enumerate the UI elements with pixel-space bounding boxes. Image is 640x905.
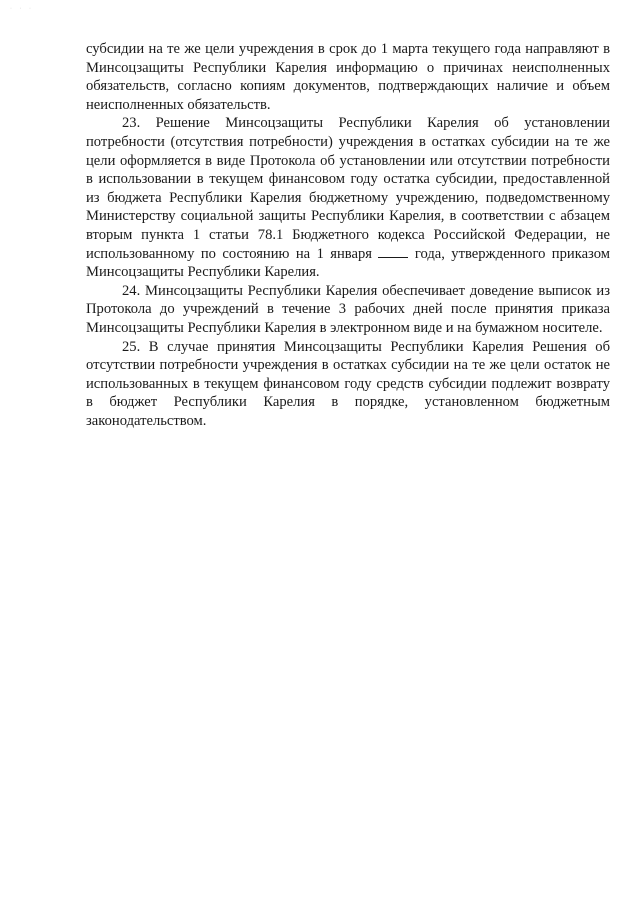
- date-blank-line: [378, 247, 408, 258]
- continuation-paragraph: субсидии на те же цели учреждения в срок до 1 марта текущего года направляют в Минсоцзащиты Республики Карелия информацию о причинах неисполненных обязательств, согласно копиям документов, подтверждающих наличие и объем неисполненных обязательств.: [86, 41, 610, 113]
- paragraph-23: [86, 114, 610, 281]
- paragraph-23-text: 23. Решение Минсоцзащиты Республики Карелия об установлении потребности (отсутствия потребности) учреждения в остатках субсидии на те же цели оформляется в виде Протокола об установлении или отсутствии потребности в использовании в текущем финансовом году остатка субсидии, предоставленной из бюджета Республики Карелия бюджетному учреждению, подведомственному Министерству социальной защиты Республики Карелия, в соответствии с абзацем вторым пункта 1 статьи 78.1 Бюджетного кодекса Российской Федерации, не использованному по состоянию на 1 января: [86, 115, 610, 262]
- paragraph-25: 25. В случае принятия Минсоцзащиты Республики Карелия Решения об отсутствии потребности учреждения в остатках субсидии на те же цели остаток не использованных в текущем финансовом году средств субсидии подлежит возврату в бюджет Республики Карелия в порядке, установленном бюджетным законодательством.: [86, 338, 610, 429]
- paragraph-23-tail: года, утвержденного приказом Минсоцзащиты Республики Карелия.: [86, 245, 610, 281]
- paragraph-24: 24. Минсоцзащиты Республики Карелия обеспечивает доведение выписок из Протокола до учреждений в течение 3 рабочих дней после принятия приказа Минсоцзащиты Республики Карелия в электронном виде и на бумажном носителе.: [86, 282, 610, 336]
- scan-corner-mark: · · ·: [10, 6, 34, 12]
- document-body: [86, 40, 610, 430]
